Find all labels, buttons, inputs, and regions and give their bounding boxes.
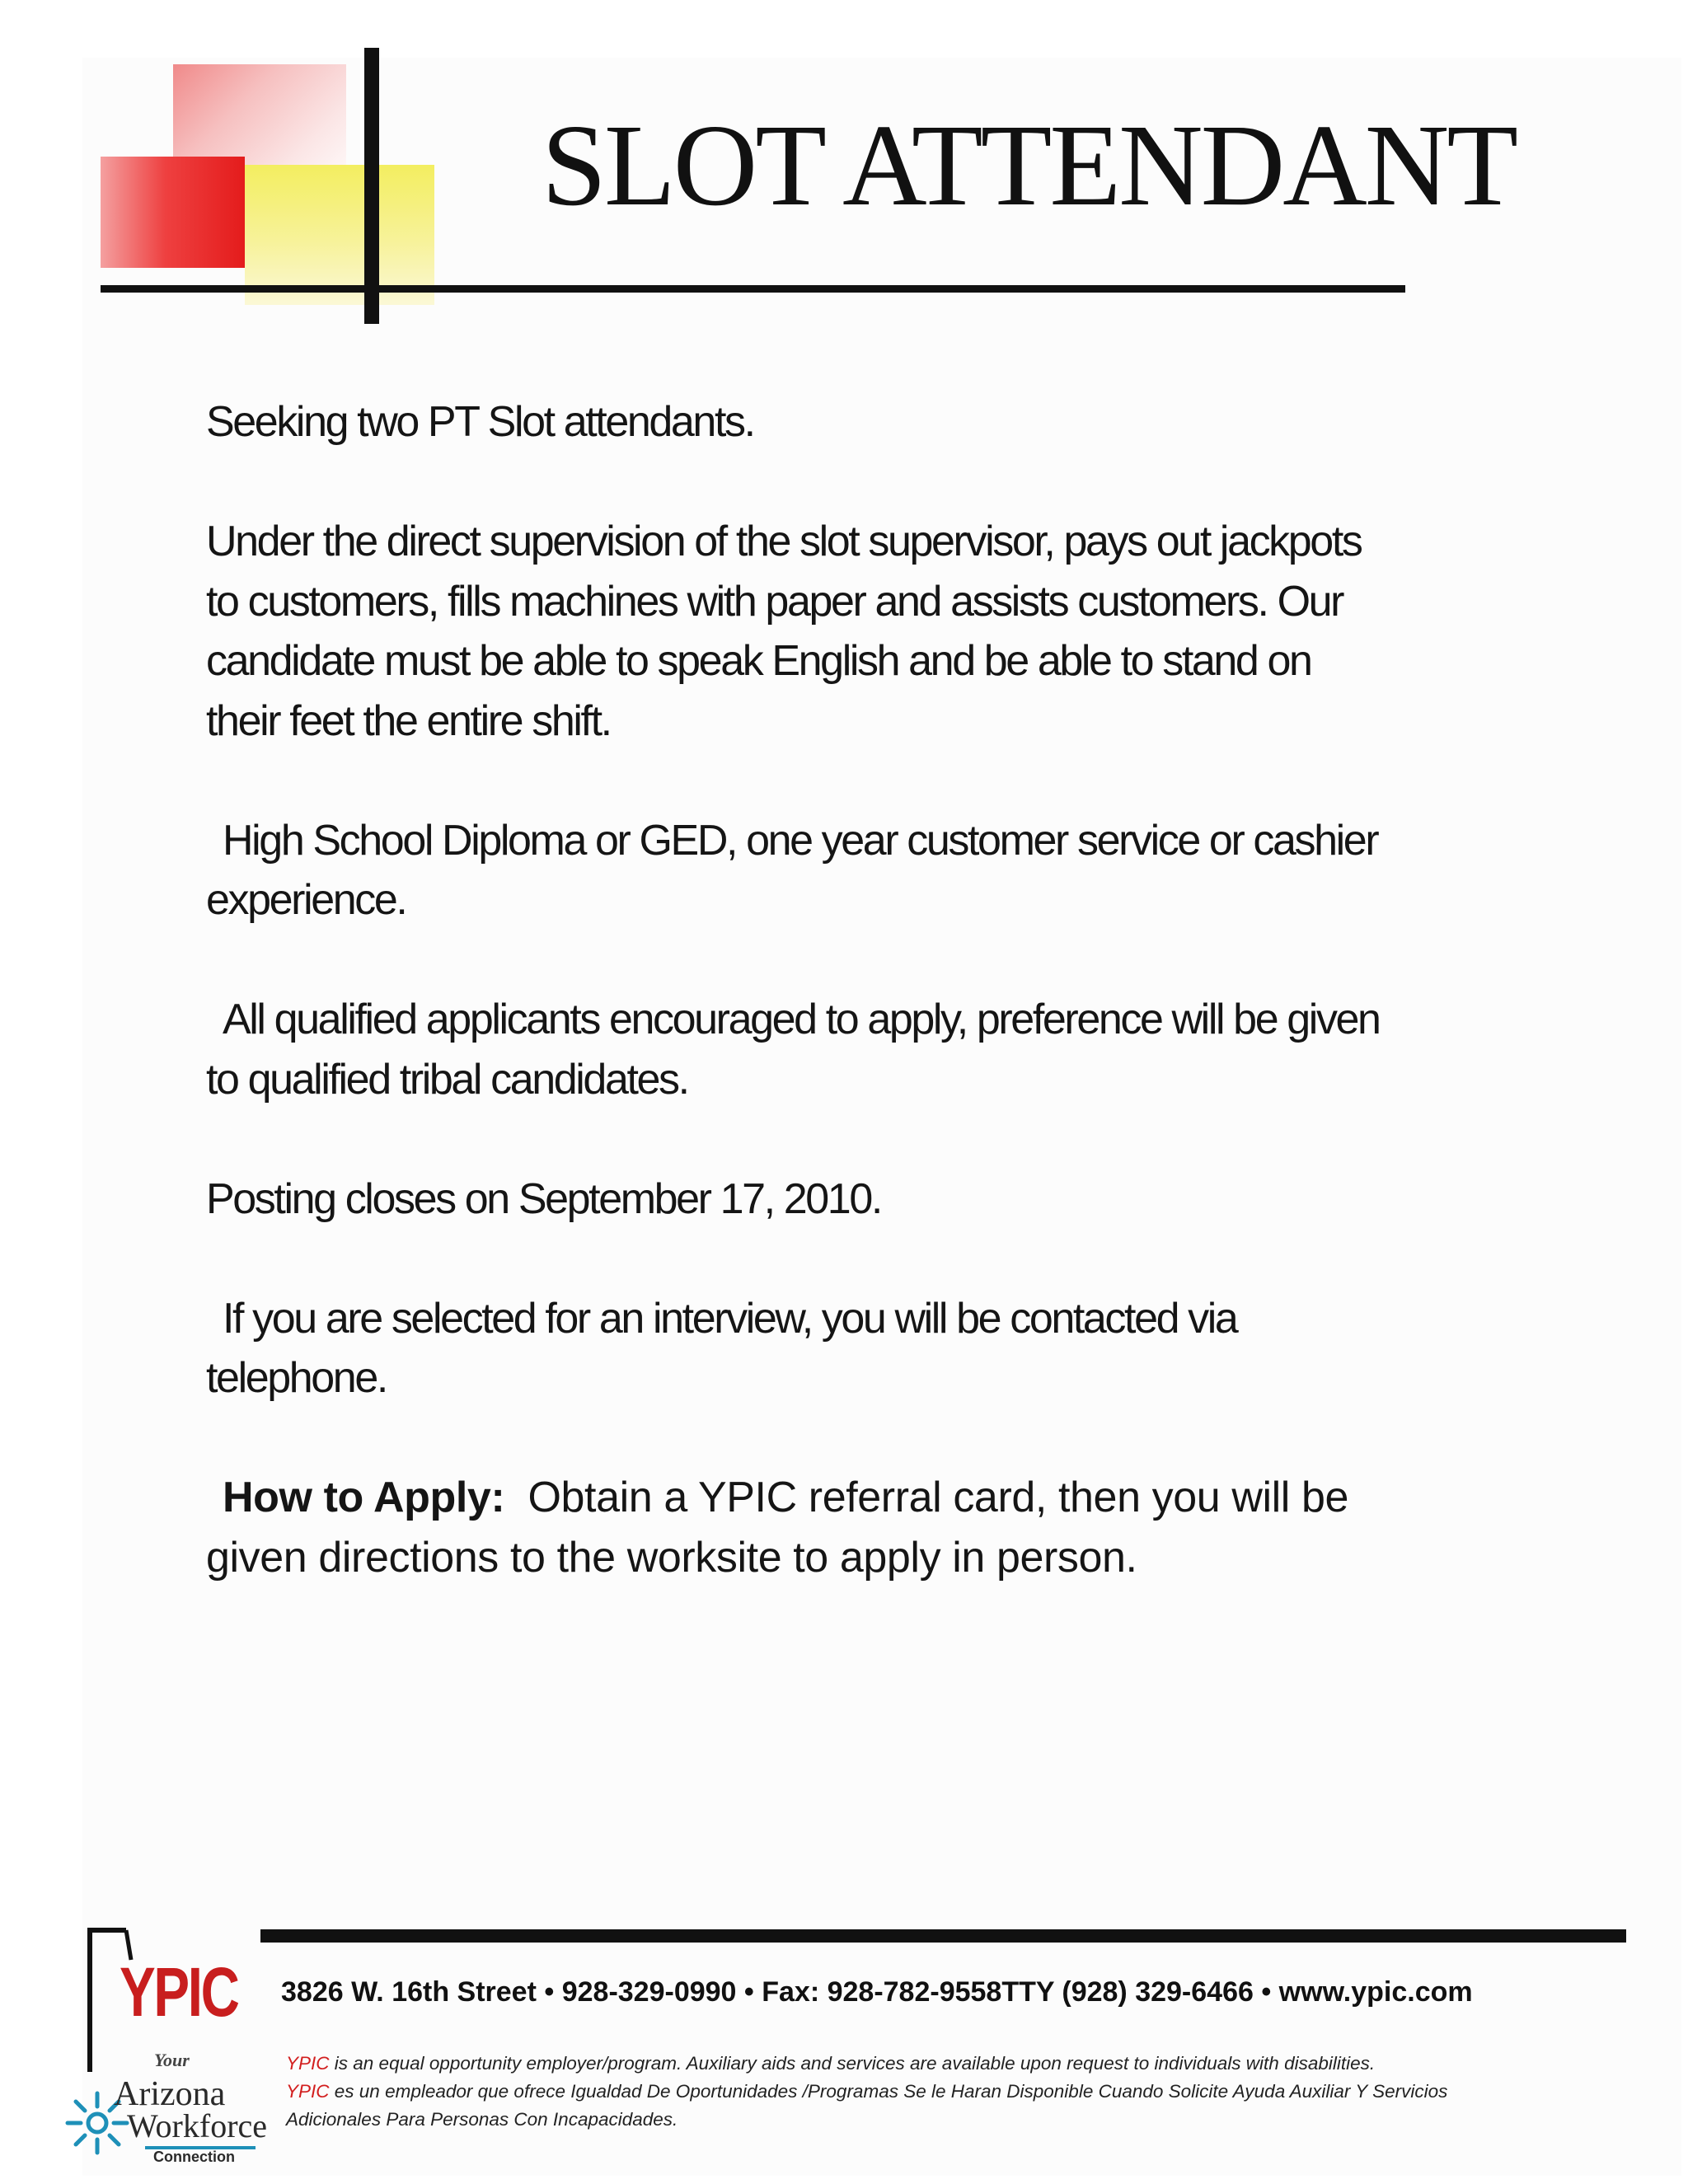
text-line: Posting closes on September 17, 2010.: [206, 1174, 881, 1223]
text-line: to qualified tribal candidates.: [206, 1055, 688, 1104]
text-line: If you are selected for an interview, you will be contacted via: [223, 1294, 1237, 1343]
page-title: SLOT ATTENDANT: [542, 100, 1517, 230]
how-to-apply-label: How to Apply:: [223, 1474, 505, 1521]
footer-rule: [260, 1929, 1626, 1943]
duties-paragraph: [206, 512, 1558, 751]
eeo-spanish-line: [286, 2078, 1638, 2106]
header-rule: [101, 285, 1405, 293]
job-description: [206, 392, 1558, 1647]
arizona-workforce-logo: [64, 2075, 268, 2174]
text-line: experience.: [206, 876, 406, 924]
logo-arizona-text: Arizona: [114, 2075, 226, 2113]
eeo-english-line: [286, 2050, 1638, 2078]
logo-your-text: Your: [154, 2050, 190, 2070]
decor-vertical-bar: [364, 48, 379, 324]
text-line: candidate must be able to speak English and be able to stand on: [206, 637, 1311, 685]
text-line: Seeking two PT Slot attendants.: [206, 398, 754, 446]
logo-connection-text: Connection: [153, 2149, 235, 2165]
how-to-apply-paragraph: [206, 1468, 1558, 1587]
interview-paragraph: [206, 1289, 1558, 1408]
eeo-org-name: YPIC: [286, 2053, 330, 2074]
preference-paragraph: [206, 990, 1558, 1109]
text-line: All qualified applicants encouraged to apply, preference will be given: [223, 996, 1380, 1043]
decor-red-square: [101, 157, 245, 268]
text-line: [223, 1468, 1558, 1528]
eeo-org-name: YPIC: [286, 2081, 330, 2102]
text-line: High School Diploma or GED, one year customer service or cashier: [223, 816, 1378, 865]
eeo-statement: [286, 2050, 1638, 2134]
summary-paragraph: [206, 392, 1558, 452]
ypic-logo-text: YPIC: [120, 1953, 238, 2031]
text-line: telephone.: [206, 1354, 387, 1402]
contact-info: 3826 W. 16th Street • 928-329-0990 • Fax: 928-782-9558TTY (928) 329-6466 • www.ypic.com: [281, 1976, 1473, 2008]
text-line: given directions to the worksite to apply in person.: [206, 1533, 1137, 1582]
requirements-paragraph: [206, 811, 1558, 930]
logo-workforce-text: Workforce: [127, 2107, 268, 2144]
how-to-apply-text: Obtain a YPIC referral card, then you will be: [528, 1474, 1349, 1521]
text-line: Under the direct supervision of the slot supervisor, pays out jackpots: [206, 518, 1362, 565]
closing-date-paragraph: [206, 1169, 1558, 1230]
eeo-english-text: is an equal opportunity employer/program. Auxiliary aids and services are available upon request to individuals with disabilities.: [334, 2053, 1376, 2074]
eeo-spanish-line-2: Adicionales Para Personas Con Incapacidades.: [286, 2109, 678, 2130]
text-line: their feet the entire shift.: [206, 696, 611, 745]
decor-yellow-square: [245, 165, 434, 305]
eeo-spanish-text: es un empleador que ofrece Igualdad De Oportunidades /Programas Se le Haran Disponible Cuando Solicite Ayuda Auxiliar Y Servicios: [334, 2081, 1448, 2102]
text-line: to customers, fills machines with paper and assists customers. Our: [206, 577, 1343, 626]
